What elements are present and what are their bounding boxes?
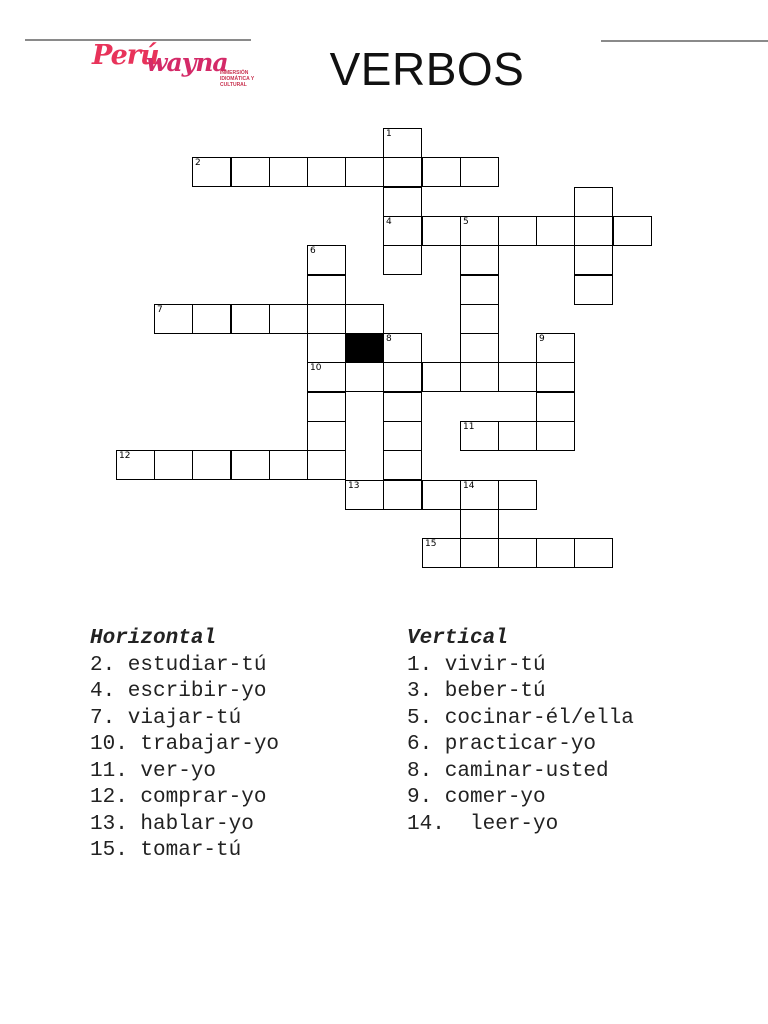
vertical-clues <box>407 626 634 838</box>
crossword-cell[interactable] <box>154 450 193 480</box>
crossword-cell[interactable] <box>231 304 270 334</box>
clue-item: 9. comer-yo <box>407 786 546 809</box>
crossword-cell-number: 2 <box>195 158 201 168</box>
vertical-clues-heading: Vertical <box>407 627 508 650</box>
crossword-cell[interactable] <box>345 157 384 187</box>
clue-item: 14. leer-yo <box>407 812 559 836</box>
crossword-cell-number: 10 <box>310 363 322 373</box>
crossword-shaded-cell <box>345 333 384 363</box>
crossword-cell[interactable] <box>536 421 575 451</box>
crossword-cell[interactable] <box>536 392 575 422</box>
crossword-cell[interactable] <box>345 362 384 392</box>
clue-item: 6. practicar-yo <box>407 733 597 756</box>
clue-item: 3. beber-tú <box>407 680 546 703</box>
crossword-cell[interactable] <box>460 362 499 392</box>
crossword-cell[interactable] <box>383 421 422 451</box>
clue-item: 4. escribir-yo <box>90 680 267 703</box>
crossword-cell[interactable] <box>536 362 575 392</box>
crossword-cell[interactable] <box>422 480 461 510</box>
crossword-cell[interactable] <box>231 157 270 187</box>
crossword-cell-number: 15 <box>425 539 437 549</box>
horizontal-clues-heading: Horizontal <box>90 627 217 650</box>
logo-text-wayna: wayna <box>146 48 228 77</box>
crossword-cell[interactable] <box>307 333 346 363</box>
clue-item: 13. hablar-yo <box>90 812 254 836</box>
crossword-cell[interactable] <box>422 538 461 568</box>
crossword-cell-number: 8 <box>386 334 392 344</box>
clue-item: 5. cocinar-él/ella <box>407 706 634 730</box>
crossword-cell[interactable] <box>383 450 422 480</box>
crossword-cell[interactable] <box>498 480 537 510</box>
crossword-cell[interactable] <box>231 450 270 480</box>
crossword-cell[interactable] <box>460 480 499 510</box>
clue-item: 11. ver-yo <box>90 759 217 783</box>
crossword-cell[interactable] <box>460 157 499 187</box>
crossword-cell[interactable] <box>307 421 346 451</box>
crossword-cell[interactable] <box>307 450 346 480</box>
crossword-cell-number: 11 <box>463 422 475 432</box>
crossword-cell[interactable] <box>460 216 499 246</box>
crossword-cell[interactable] <box>460 304 499 334</box>
crossword-cell[interactable] <box>460 509 499 539</box>
crossword-cell-number: 7 <box>157 305 163 315</box>
crossword-cell[interactable] <box>422 157 461 187</box>
crossword-cell[interactable] <box>422 362 461 392</box>
crossword-cell[interactable] <box>536 538 575 568</box>
crossword-cell[interactable] <box>383 333 422 363</box>
crossword-cell[interactable] <box>460 333 499 363</box>
crossword-cell[interactable] <box>498 216 537 246</box>
crossword-cell[interactable] <box>345 480 384 510</box>
crossword-cell[interactable] <box>383 392 422 422</box>
crossword-cell[interactable] <box>460 275 499 305</box>
crossword-cell[interactable] <box>116 450 155 480</box>
crossword-cell[interactable] <box>192 157 231 187</box>
crossword-cell[interactable] <box>536 333 575 363</box>
crossword-cell[interactable] <box>574 216 613 246</box>
crossword-cell-number: 4 <box>386 217 392 227</box>
clue-item: 1. vivir-tú <box>407 653 546 677</box>
clue-item: 12. comprar-yo <box>90 786 267 809</box>
clue-item: 7. viajar-tú <box>90 706 242 730</box>
crossword-cell[interactable] <box>536 216 575 246</box>
crossword-cell[interactable] <box>498 421 537 451</box>
crossword-cell[interactable] <box>307 304 346 334</box>
page-title: VERBOS <box>329 43 525 95</box>
crossword-cell[interactable] <box>498 362 537 392</box>
crossword-cell[interactable] <box>383 362 422 392</box>
crossword-cell[interactable] <box>383 216 422 246</box>
crossword-cell[interactable] <box>422 216 461 246</box>
crossword-cell-number: 9 <box>539 334 545 344</box>
crossword-cell[interactable] <box>460 538 499 568</box>
clue-item: 10. trabajar-yo <box>90 733 280 756</box>
logo-text-peru: Perú <box>92 40 159 71</box>
crossword-cell-number: 1 <box>386 129 392 139</box>
crossword-cell[interactable] <box>269 157 308 187</box>
crossword-cell[interactable] <box>192 304 231 334</box>
crossword-cell-number: 6 <box>310 246 316 256</box>
crossword-cell[interactable] <box>307 157 346 187</box>
crossword-cell[interactable] <box>574 538 613 568</box>
clue-item: 15. tomar-tú <box>90 839 242 862</box>
crossword-cell[interactable] <box>307 362 346 392</box>
crossword-cell[interactable] <box>460 421 499 451</box>
clue-item: 2. estudiar-tú <box>90 653 267 677</box>
crossword-cell-number: 14 <box>463 481 475 491</box>
crossword-cell[interactable] <box>383 480 422 510</box>
crossword-cell[interactable] <box>269 450 308 480</box>
crossword-cell[interactable] <box>574 187 613 217</box>
horizontal-clues <box>90 626 279 865</box>
crossword-cell[interactable] <box>307 245 346 275</box>
crossword-cell[interactable] <box>307 392 346 422</box>
crossword-cell-number: 5 <box>463 217 469 227</box>
clue-item: 8. caminar-usted <box>407 759 609 783</box>
crossword-cell[interactable] <box>383 128 422 158</box>
crossword-cell[interactable] <box>574 275 613 305</box>
crossword-cell[interactable] <box>460 245 499 275</box>
crossword-cell[interactable] <box>613 216 652 246</box>
crossword-cell[interactable] <box>154 304 193 334</box>
crossword-cell[interactable] <box>498 538 537 568</box>
crossword-cell[interactable] <box>307 275 346 305</box>
crossword-cell[interactable] <box>574 245 613 275</box>
crossword-cell-number: 12 <box>119 451 131 461</box>
crossword-cell[interactable] <box>192 450 231 480</box>
crossword-cell[interactable] <box>345 304 384 334</box>
crossword-cell[interactable] <box>383 157 422 187</box>
crossword-cell[interactable] <box>269 304 308 334</box>
crossword-cell[interactable] <box>383 187 422 217</box>
crossword-cell-number: 13 <box>348 481 360 491</box>
logo-tagline: INMERSIÓN IDIOMÁTICA Y CULTURAL <box>220 70 255 88</box>
crossword-cell[interactable] <box>383 245 422 275</box>
